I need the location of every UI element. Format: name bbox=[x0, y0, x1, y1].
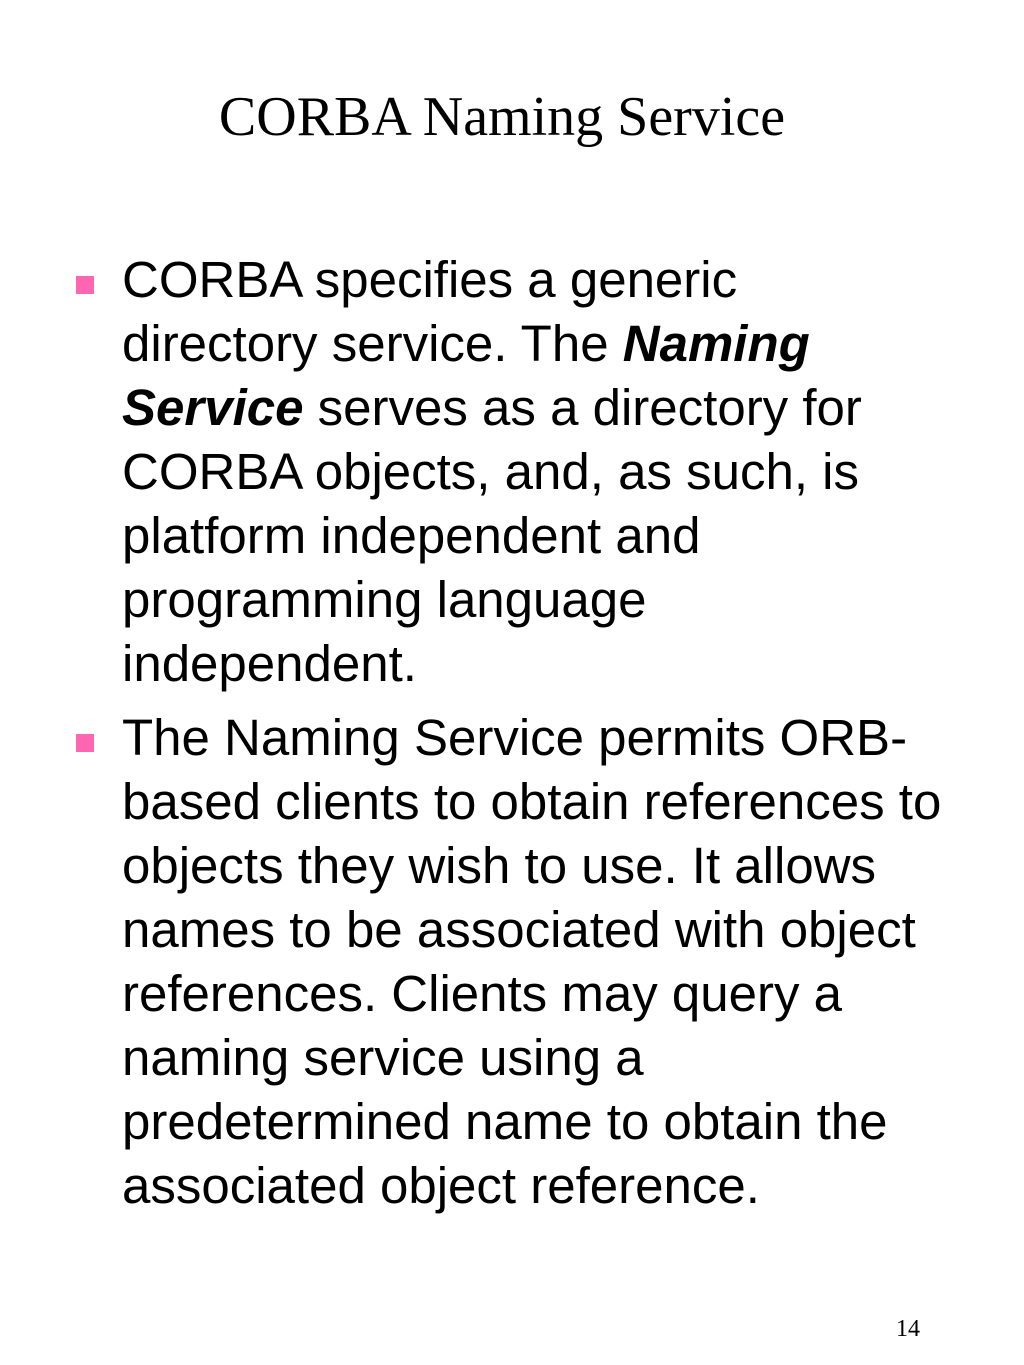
bullet-item bbox=[70, 706, 970, 1218]
bullet-text-segment: serves as a directory for CORBA objects, and, as such, is platform independent and programming language independent. bbox=[122, 379, 862, 692]
bullet-text-segment: CORBA specifies a generic directory service. The bbox=[122, 251, 738, 372]
emphasized-term: Naming Service bbox=[122, 315, 810, 436]
bullet-list bbox=[70, 248, 970, 1218]
bullet-text bbox=[122, 248, 867, 696]
bullet-text-segment: The Naming Service permits ORB-based clients to obtain references to objects they wish to use. It allows names to be associated with object references. Clients may query a naming service using a predetermined name to obtain the associated object reference. bbox=[122, 709, 942, 1214]
bullet-item bbox=[70, 248, 970, 696]
square-bullet-icon bbox=[76, 276, 94, 294]
bullet-text bbox=[122, 706, 962, 1218]
page-number: 14 bbox=[896, 1316, 920, 1342]
slide-title: CORBA Naming Service bbox=[218, 86, 786, 148]
square-bullet-icon bbox=[76, 734, 94, 752]
